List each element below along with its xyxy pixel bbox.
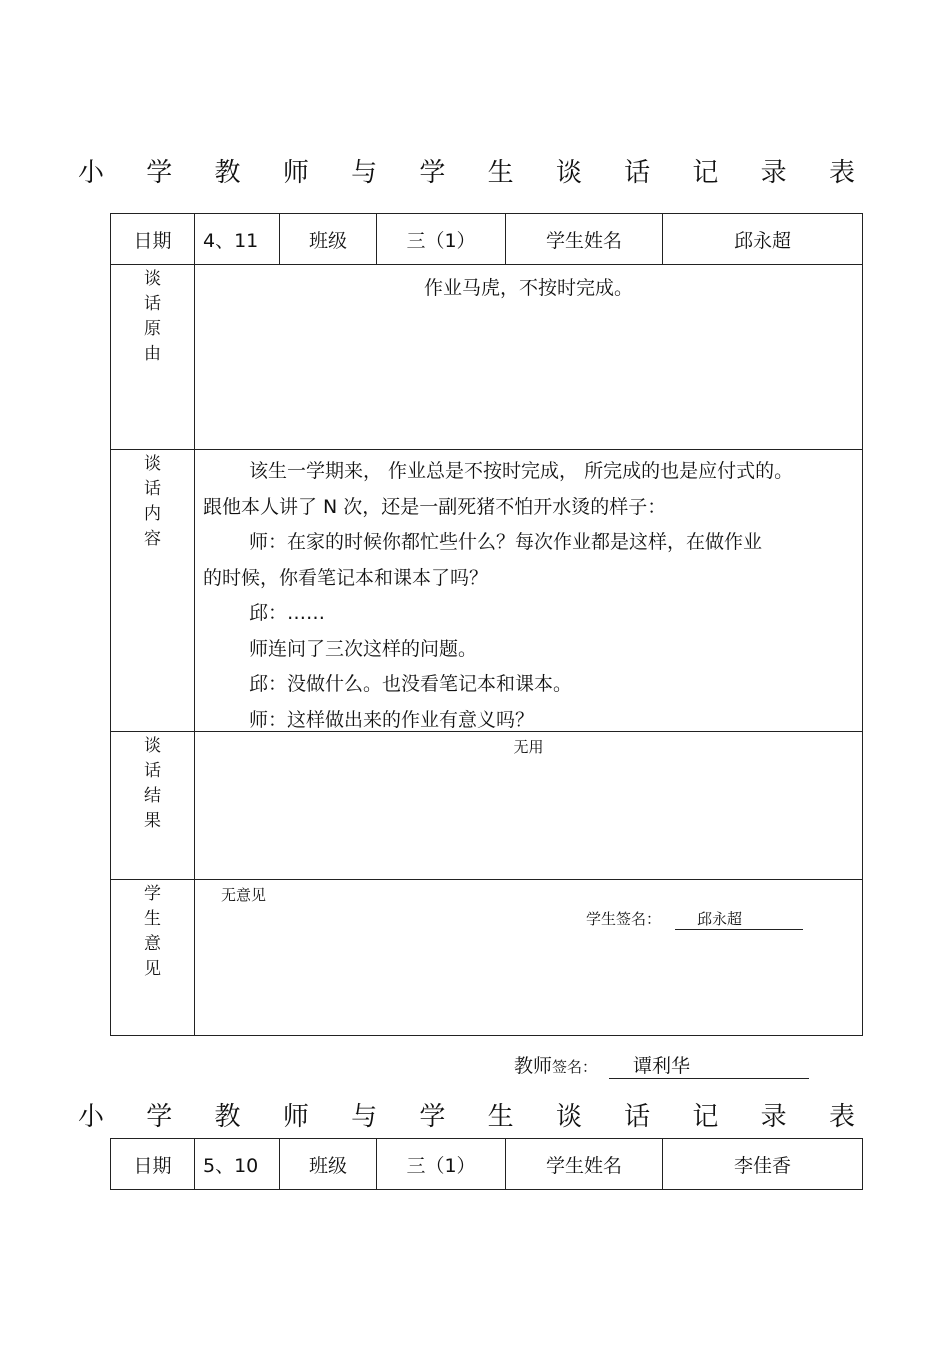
content-line: 的时候，你看笔记本和课本了吗？: [203, 566, 489, 589]
header-row-2: [111, 1139, 863, 1190]
class-label: 班级: [280, 214, 377, 265]
teacher-sign-value: 谭利华: [609, 1051, 809, 1079]
teacher-sign-label-a: 教师: [514, 1055, 553, 1077]
class-label: 班级: [280, 1139, 377, 1190]
talk-record-table: [110, 213, 863, 1036]
teacher-signature: [514, 1051, 809, 1079]
reason-row: [111, 265, 863, 450]
talk-record-table-2: [110, 1138, 863, 1190]
reason-label: 谈 话 原 由: [111, 265, 195, 450]
opinion-cell: [195, 880, 863, 1036]
reason-text: 作业马虎，不按时完成。: [195, 265, 863, 450]
student-sign-value: 邱永超: [675, 908, 803, 930]
student-name-label: 学生姓名: [506, 214, 663, 265]
student-sign-label: 学生签名：: [586, 910, 662, 928]
form-title: 小 学 教 师 与 学 生 谈 话 记 录 表: [78, 158, 872, 188]
date-value: 5、10: [195, 1139, 280, 1190]
result-text: 无用: [195, 732, 863, 880]
content-line: 师连问了三次这样的问题。: [249, 637, 478, 660]
content-text: [195, 450, 863, 732]
content-line: 跟他本人讲了 N 次，还是一副死猪不怕开水烫的样子：: [203, 495, 667, 518]
content-line: 该生一学期来， 作业总是不按时完成， 所完成的也是应付式的。: [249, 460, 794, 482]
content-line: 师：在家的时候你都忙些什么？每次作业都是这样，在做作业: [249, 531, 763, 553]
date-value: 4、11: [195, 214, 280, 265]
result-label: 谈 话 结 果: [111, 732, 195, 880]
header-row: [111, 214, 863, 265]
student-name-label: 学生姓名: [506, 1139, 663, 1190]
student-name-value: 邱永超: [663, 214, 863, 265]
student-name-value: 李佳香: [663, 1139, 863, 1190]
content-line: 师：这样做出来的作业有意义吗？: [249, 708, 535, 731]
date-label: 日期: [111, 214, 195, 265]
class-value: 三（1）: [377, 214, 506, 265]
content-line: 邱：……: [249, 602, 326, 624]
class-value: 三（1）: [377, 1139, 506, 1190]
teacher-sign-label-b: 签名：: [552, 1058, 598, 1076]
result-row: [111, 732, 863, 880]
form-title-2: 小 学 教 师 与 学 生 谈 话 记 录 表: [78, 1102, 872, 1132]
content-label: 谈 话 内 容: [111, 450, 195, 732]
content-row: [111, 450, 863, 732]
opinion-text: 无意见: [221, 886, 267, 904]
opinion-label: 学 生 意 见: [111, 880, 195, 1036]
student-signature: [586, 908, 803, 930]
opinion-row: [111, 880, 863, 1036]
content-line: 邱：没做什么。也没看笔记本和课本。: [249, 673, 573, 695]
date-label: 日期: [111, 1139, 195, 1190]
